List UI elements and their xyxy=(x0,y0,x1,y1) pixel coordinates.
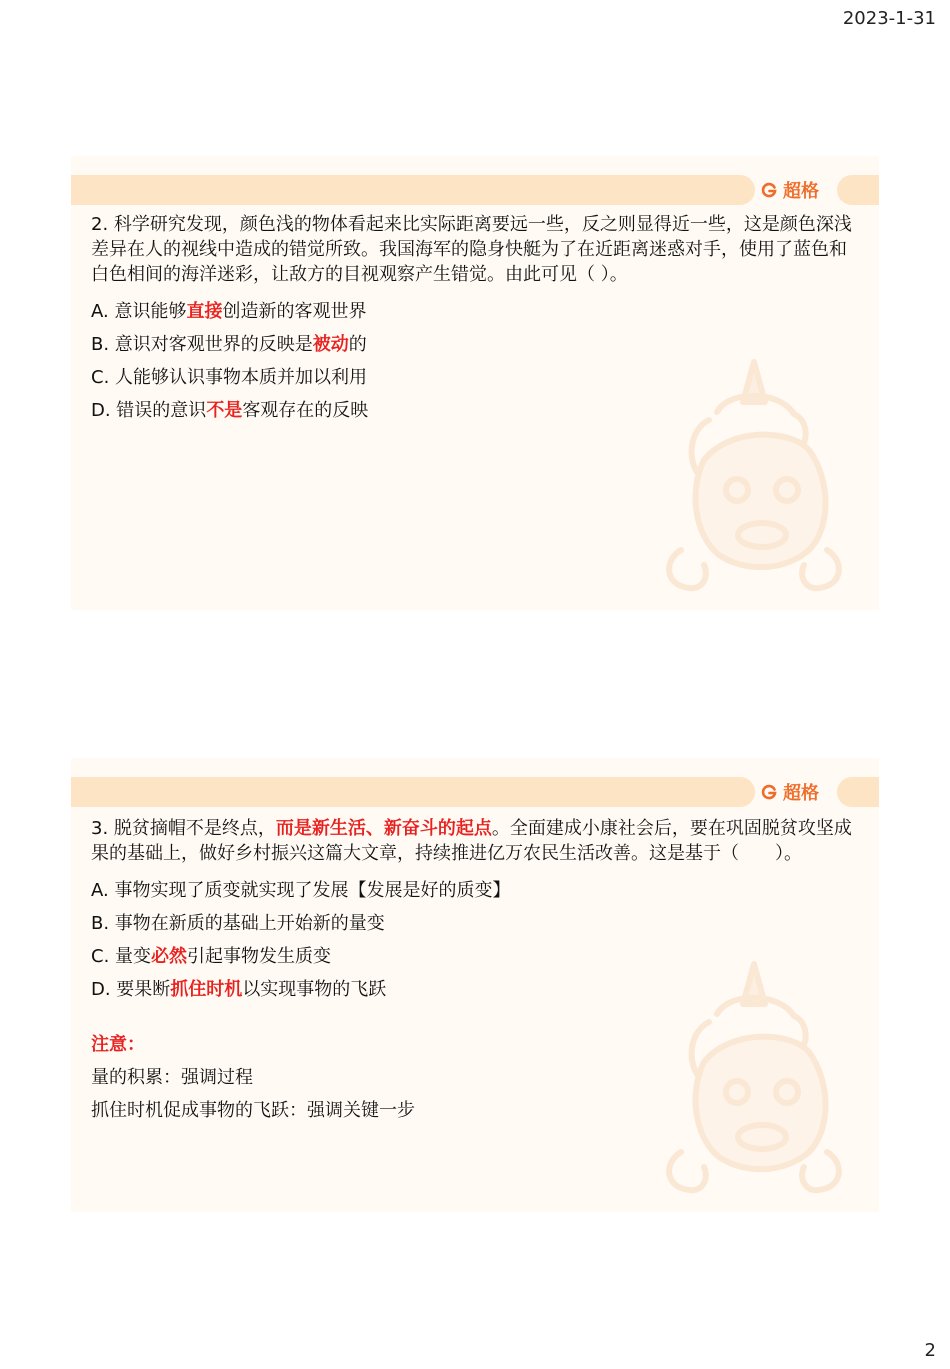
option-a-text: A. 事物实现了质变就实现了发展【发展是好的质变】 xyxy=(91,880,511,901)
note-line: 抓住时机促成事物的飞跃：强调关键一步 xyxy=(91,1100,415,1121)
note-line: 量的积累：强调过程 xyxy=(91,1067,253,1088)
option-d-text: D. 错误的意识 xyxy=(91,400,207,421)
slide-question-2 xyxy=(71,156,879,610)
option-d-text-end: 客观存在的反映 xyxy=(242,400,369,421)
slide-header-bar xyxy=(71,777,755,807)
option-a-text-end: 创造新的客观世界 xyxy=(222,301,367,322)
option-a-highlight: 直接 xyxy=(186,301,223,322)
option-b xyxy=(91,328,861,361)
option-b-text: B. 事物在新质的基础上开始新的量变 xyxy=(91,913,385,934)
option-c-highlight: 必然 xyxy=(151,946,188,967)
option-d xyxy=(91,973,861,1006)
slide-header-end-pill xyxy=(837,777,879,807)
question-block xyxy=(91,816,861,1127)
option-c-text: C. 人能够认识事物本质并加以利用 xyxy=(91,367,368,388)
question-text-part: 2. 科学研究发现，颜色浅的物体看起来比实际距离要远一些，反之则显得近一些，这是颜色深浅差异在人的视线中造成的错觉所致。我国海军的隐身快艇为了在近距离迷惑对手，使用了蓝色和白色相间的海洋迷彩，让敌方的目视观察产生错觉。由此可见（ ）。 xyxy=(91,214,852,285)
question-text-highlight: 而是新生活、新奋斗的起点 xyxy=(275,818,492,839)
brand-g-icon xyxy=(761,182,777,198)
page-number: 2 xyxy=(924,1340,936,1361)
question-block xyxy=(91,212,861,427)
question-text-part: 3. 脱贫摘帽不是终点， xyxy=(91,818,276,839)
option-d-highlight: 不是 xyxy=(206,400,243,421)
note-title: 注意： xyxy=(91,1034,145,1055)
option-b-highlight: 被动 xyxy=(312,334,349,355)
option-a xyxy=(91,874,861,907)
slide-header-bar xyxy=(71,175,755,205)
brand-name: 超格 xyxy=(783,181,819,202)
option-b-text-end: 的 xyxy=(348,334,367,355)
option-c xyxy=(91,940,861,973)
option-a xyxy=(91,295,861,328)
option-d-highlight: 抓住时机 xyxy=(170,979,243,1000)
page-date: 2023-1-31 xyxy=(842,8,936,29)
slide-header-end-pill xyxy=(837,175,879,205)
note-block xyxy=(91,1028,861,1127)
brand-g-icon xyxy=(761,784,777,800)
brand-logo xyxy=(761,175,819,205)
option-d-text: D. 要果断 xyxy=(91,979,171,1000)
option-b-text: B. 意识对客观世界的反映是 xyxy=(91,334,313,355)
question-text xyxy=(91,212,861,287)
option-b xyxy=(91,907,861,940)
option-d-text-end: 以实现事物的飞跃 xyxy=(242,979,387,1000)
option-c xyxy=(91,361,861,394)
brand-name: 超格 xyxy=(783,783,819,804)
option-a-text: A. 意识能够 xyxy=(91,301,187,322)
option-c-text: C. 量变 xyxy=(91,946,152,967)
option-d xyxy=(91,394,861,427)
slide-question-3 xyxy=(71,758,879,1212)
brand-logo xyxy=(761,777,819,807)
question-text-part-end: 。全面建成小康社会后，要在巩固脱贫攻坚成果的基础上，做好乡村振兴这篇大文章，持续推进亿万农民生活改善。这是基于（ ）。 xyxy=(91,818,852,864)
option-c-text-end: 引起事物发生质变 xyxy=(187,946,332,967)
question-text xyxy=(91,816,861,866)
